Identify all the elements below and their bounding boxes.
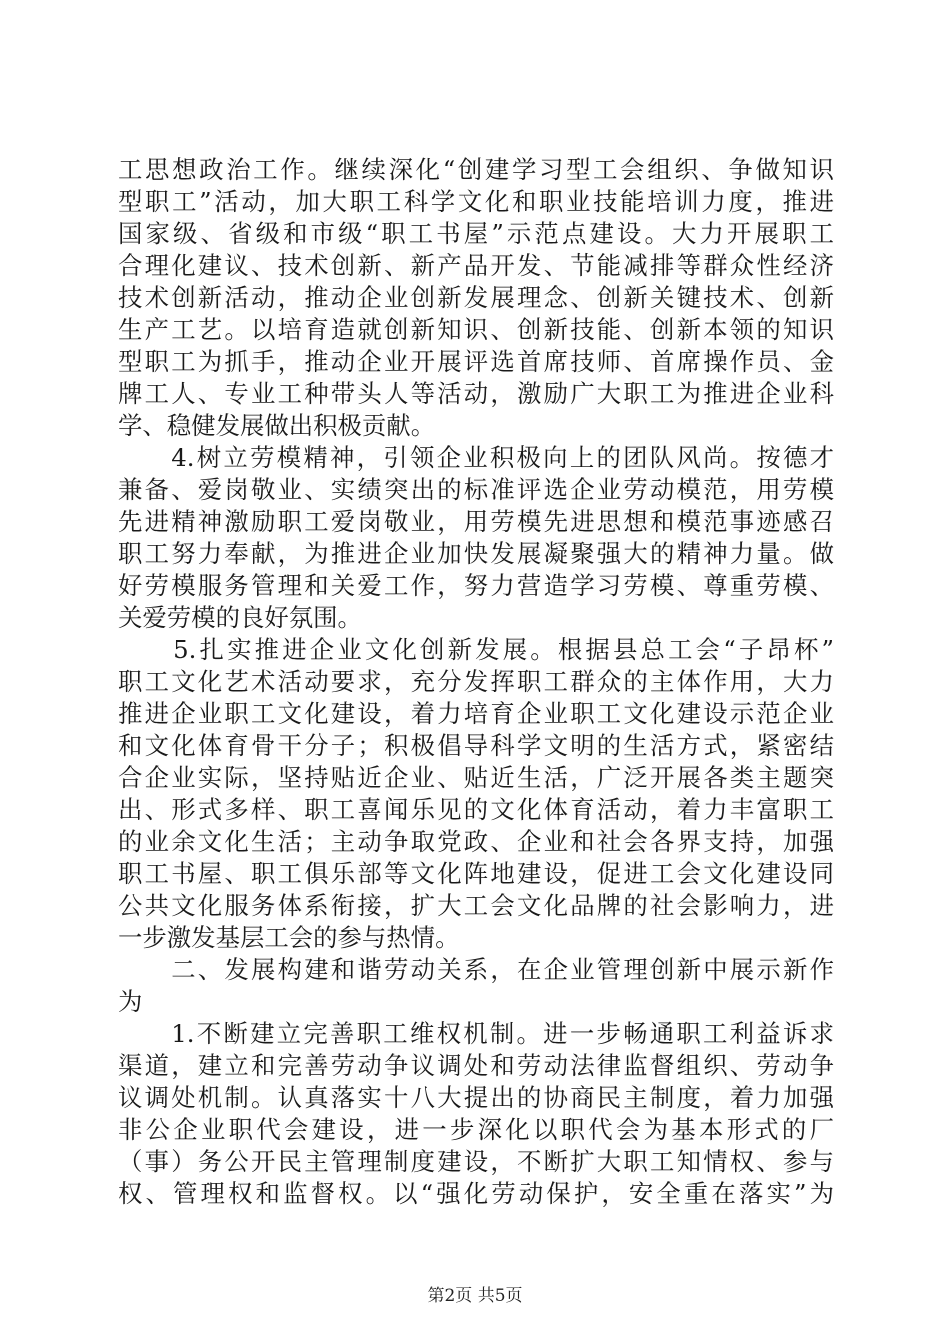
text-line: 和文化体育骨干分子；积极倡导科学文明的生活方式，紧密结 xyxy=(118,731,834,760)
text-line: 好劳模服务管理和关爱工作，努力营造学习劳模、尊重劳模、 xyxy=(118,571,834,600)
text-line: 二、发展构建和谐劳动关系，在企业管理创新中展示新作 xyxy=(118,955,834,984)
text-line: 关爱劳模的良好氛围。 xyxy=(118,603,362,632)
text-line: 职工文化艺术活动要求，充分发挥职工群众的主体作用，大力 xyxy=(118,667,834,696)
text-line: 4.树立劳模精神，引领企业积极向上的团队风尚。按德才 xyxy=(118,443,834,472)
text-line: 职工努力奉献，为推进企业加快发展凝聚强大的精神力量。做 xyxy=(118,539,834,568)
text-line: 推进企业职工文化建设，着力培育企业职工文化建设示范企业 xyxy=(118,699,834,728)
text-line: 1.不断建立完善职工维权机制。进一步畅通职工利益诉求 xyxy=(118,1019,834,1048)
text-line: 工思想政治工作。继续深化“创建学习型工会组织、争做知识 xyxy=(118,155,834,184)
text-line: 出、形式多样、职工喜闻乐见的文化体育活动，着力丰富职工 xyxy=(118,795,834,824)
text-line: 权、管理权和监督权。以“强化劳动保护，安全重在落实”为 xyxy=(118,1179,834,1208)
text-line: 5.扎实推进企业文化创新发展。根据县总工会“子昂杯” xyxy=(118,635,834,664)
text-line: 型职工”活动，加大职工科学文化和职业技能培训力度，推进 xyxy=(118,187,834,216)
text-line: 型职工为抓手，推动企业开展评选首席技师、首席操作员、金 xyxy=(118,347,834,376)
text-line: 职工书屋、职工俱乐部等文化阵地建设，促进工会文化建设同 xyxy=(118,859,834,888)
text-line: 先进精神激励职工爱岗敬业，用劳模先进思想和模范事迹感召 xyxy=(118,507,834,536)
text-line: 技术创新活动，推动企业创新发展理念、创新关键技术、创新 xyxy=(118,283,834,312)
text-line: 学、稳健发展做出积极贡献。 xyxy=(118,411,436,440)
text-line: 的业余文化生活；主动争取党政、企业和社会各界支持，加强 xyxy=(118,827,834,856)
text-line: 议调处机制。认真落实十八大提出的协商民主制度，着力加强 xyxy=(118,1083,834,1112)
text-line: 合理化建议、技术创新、新产品开发、节能减排等群众性经济 xyxy=(118,251,834,280)
text-line: 生产工艺。以培育造就创新知识、创新技能、创新本领的知识 xyxy=(118,315,834,344)
body-text xyxy=(118,154,834,1210)
text-line: 公共文化服务体系衔接，扩大工会文化品牌的社会影响力，进 xyxy=(118,891,834,920)
text-line: 非公企业职代会建设，进一步深化以职代会为基本形式的厂 xyxy=(118,1115,834,1144)
text-line: 为 xyxy=(118,987,143,1016)
text-line: 国家级、省级和市级“职工书屋”示范点建设。大力开展职工 xyxy=(118,219,834,248)
text-line: 兼备、爱岗敬业、实绩突出的标准评选企业劳动模范，用劳模 xyxy=(118,475,834,504)
text-line: 牌工人、专业工种带头人等活动，激励广大职工为推进企业科 xyxy=(118,379,834,408)
text-line: （事）务公开民主管理制度建设，不断扩大职工知情权、参与 xyxy=(118,1147,834,1176)
text-line: 一步激发基层工会的参与热情。 xyxy=(118,923,460,952)
text-line: 合企业实际，坚持贴近企业、贴近生活，广泛开展各类主题突 xyxy=(118,763,834,792)
text-line: 渠道，建立和完善劳动争议调处和劳动法律监督组织、劳动争 xyxy=(118,1051,834,1080)
page-footer: 第2页 共5页 xyxy=(427,1286,523,1306)
